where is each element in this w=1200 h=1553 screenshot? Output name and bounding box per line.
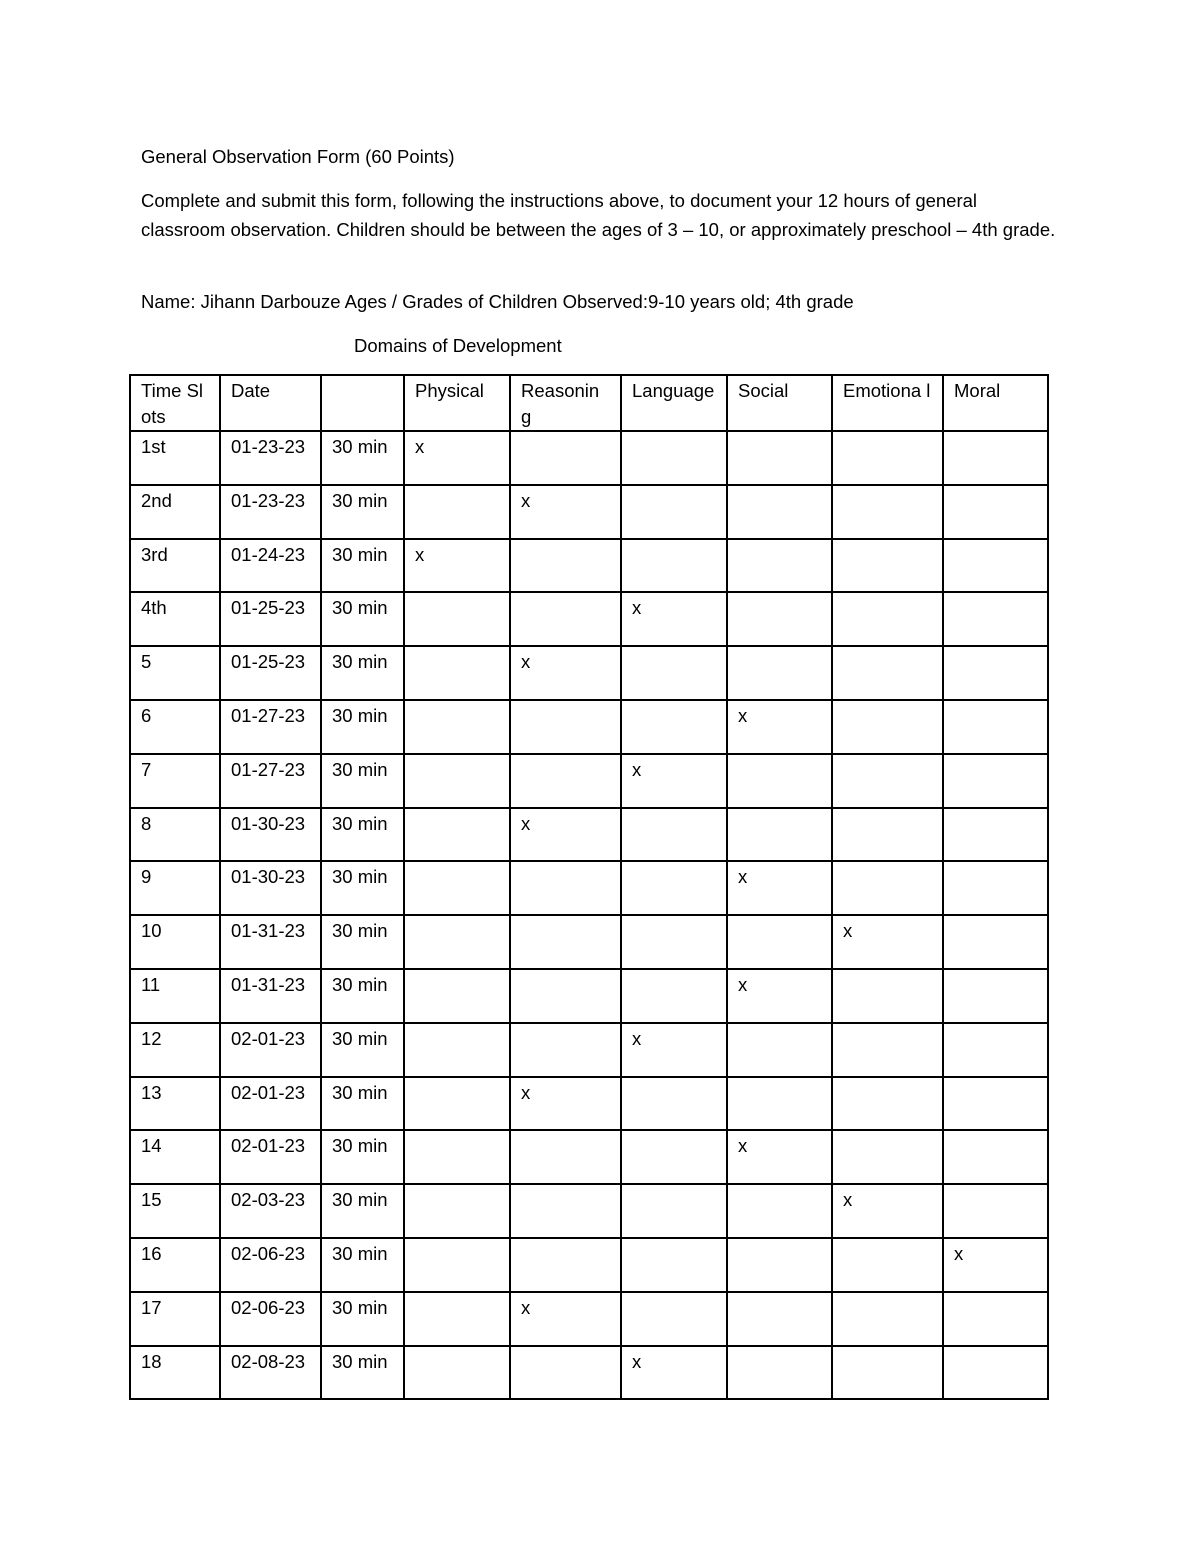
date-cell: 01-23-23: [220, 485, 321, 539]
header-date: Date: [220, 375, 321, 431]
domain-cell-emotional: [832, 1077, 943, 1131]
domain-cell-reasoning: [510, 969, 621, 1023]
domain-cell-emotional: [832, 969, 943, 1023]
domain-cell-moral: [943, 1292, 1048, 1346]
duration-cell: 30 min: [321, 1077, 404, 1131]
time-slot-cell: 8: [130, 808, 220, 862]
domain-cell-emotional: [832, 592, 943, 646]
duration-cell: 30 min: [321, 1130, 404, 1184]
domain-cell-emotional: [832, 1184, 943, 1238]
date-cell: 01-25-23: [220, 646, 321, 700]
domain-cell-language: [621, 1238, 727, 1292]
domain-cell-emotional: [832, 808, 943, 862]
table-row: [130, 915, 1048, 969]
observation-mark: x: [843, 920, 853, 942]
observation-mark: x: [843, 1189, 853, 1211]
duration-cell: 30 min: [321, 431, 404, 485]
domain-cell-emotional: [832, 646, 943, 700]
domain-cell-moral: [943, 539, 1048, 593]
table-row: [130, 1346, 1048, 1400]
domain-cell-moral: [943, 1023, 1048, 1077]
domain-cell-physical: [404, 969, 510, 1023]
header-social: Social: [727, 375, 832, 431]
duration-cell: 30 min: [321, 754, 404, 808]
table-row: [130, 754, 1048, 808]
domain-cell-physical: [404, 485, 510, 539]
domain-cell-social: [727, 1130, 832, 1184]
observation-mark: x: [738, 973, 748, 995]
observation-mark: x: [738, 1135, 748, 1157]
duration-cell: 30 min: [321, 646, 404, 700]
header-emotional: Emotiona l: [832, 375, 943, 431]
domain-cell-moral: [943, 754, 1048, 808]
observation-mark: x: [415, 436, 425, 457]
domain-cell-language: [621, 861, 727, 915]
table-header-row: [130, 375, 1048, 431]
domain-cell-language: [621, 1023, 727, 1077]
time-slot-cell: 3rd: [130, 539, 220, 593]
date-cell: 01-30-23: [220, 861, 321, 915]
date-cell: 01-24-23: [220, 539, 321, 593]
domain-cell-language: [621, 1346, 727, 1400]
domain-cell-physical: [404, 1238, 510, 1292]
domain-cell-emotional: [832, 915, 943, 969]
table-row: [130, 808, 1048, 862]
domain-cell-physical: [404, 646, 510, 700]
domain-cell-language: [621, 1077, 727, 1131]
domain-cell-language: [621, 646, 727, 700]
date-cell: 01-27-23: [220, 700, 321, 754]
domain-cell-reasoning: [510, 808, 621, 862]
duration-cell: 30 min: [321, 1023, 404, 1077]
table-row: [130, 592, 1048, 646]
domain-cell-language: [621, 1184, 727, 1238]
domain-cell-reasoning: [510, 1184, 621, 1238]
domain-cell-physical: [404, 754, 510, 808]
domain-cell-physical: [404, 1077, 510, 1131]
domain-cell-social: [727, 808, 832, 862]
time-slot-cell: 15: [130, 1184, 220, 1238]
observation-mark: x: [738, 866, 748, 888]
date-cell: 02-01-23: [220, 1130, 321, 1184]
domain-cell-language: [621, 969, 727, 1023]
domain-cell-reasoning: [510, 485, 621, 539]
duration-cell: 30 min: [321, 969, 404, 1023]
domain-cell-social: [727, 754, 832, 808]
table-row: [130, 1184, 1048, 1238]
duration-cell: 30 min: [321, 1346, 404, 1400]
domain-cell-social: [727, 1077, 832, 1131]
domain-cell-emotional: [832, 1023, 943, 1077]
domain-cell-moral: [943, 1346, 1048, 1400]
domain-cell-language: [621, 808, 727, 862]
date-cell: 02-01-23: [220, 1023, 321, 1077]
domain-cell-language: [621, 754, 727, 808]
domain-cell-moral: [943, 1184, 1048, 1238]
table-row: [130, 1292, 1048, 1346]
domain-cell-language: [621, 485, 727, 539]
observation-mark: x: [632, 597, 642, 619]
header-moral: Moral: [943, 375, 1048, 431]
observation-mark: x: [521, 1081, 531, 1103]
domain-cell-social: [727, 592, 832, 646]
domain-cell-moral: [943, 1130, 1048, 1184]
domain-cell-emotional: [832, 431, 943, 485]
domain-cell-moral: [943, 1077, 1048, 1131]
domain-cell-emotional: [832, 1346, 943, 1400]
domain-cell-social: [727, 1292, 832, 1346]
domain-cell-emotional: [832, 1238, 943, 1292]
time-slot-cell: 9: [130, 861, 220, 915]
time-slot-cell: 14: [130, 1130, 220, 1184]
date-cell: 02-08-23: [220, 1346, 321, 1400]
domain-cell-reasoning: [510, 1292, 621, 1346]
domain-cell-social: [727, 1346, 832, 1400]
domain-cell-moral: [943, 592, 1048, 646]
domain-cell-emotional: [832, 1292, 943, 1346]
table-row: [130, 485, 1048, 539]
domain-cell-moral: [943, 915, 1048, 969]
observation-mark: x: [521, 1296, 531, 1318]
domain-cell-language: [621, 592, 727, 646]
duration-cell: 30 min: [321, 700, 404, 754]
duration-cell: 30 min: [321, 1184, 404, 1238]
date-cell: 02-01-23: [220, 1077, 321, 1131]
date-cell: 02-06-23: [220, 1292, 321, 1346]
observation-mark: x: [415, 543, 425, 565]
domain-cell-social: [727, 915, 832, 969]
domain-cell-moral: [943, 808, 1048, 862]
domain-cell-physical: [404, 431, 510, 485]
domain-cell-social: [727, 1023, 832, 1077]
date-cell: 02-06-23: [220, 1238, 321, 1292]
domain-cell-physical: [404, 700, 510, 754]
domain-cell-language: [621, 431, 727, 485]
observation-mark: x: [954, 1242, 964, 1264]
time-slot-cell: 18: [130, 1346, 220, 1400]
domain-cell-physical: [404, 915, 510, 969]
domain-cell-physical: [404, 1346, 510, 1400]
time-slot-cell: 13: [130, 1077, 220, 1131]
domain-cell-moral: [943, 1238, 1048, 1292]
domain-cell-language: [621, 915, 727, 969]
table-body: [130, 431, 1048, 1399]
duration-cell: 30 min: [321, 1238, 404, 1292]
observation-mark: x: [521, 489, 531, 511]
domain-cell-reasoning: [510, 1130, 621, 1184]
table-row: [130, 700, 1048, 754]
observation-mark: x: [632, 1027, 642, 1049]
domain-cell-emotional: [832, 1130, 943, 1184]
time-slot-cell: 2nd: [130, 485, 220, 539]
date-cell: 01-23-23: [220, 431, 321, 485]
domain-cell-language: [621, 700, 727, 754]
domain-cell-reasoning: [510, 592, 621, 646]
domain-cell-emotional: [832, 485, 943, 539]
header-language: Language: [621, 375, 727, 431]
domain-cell-physical: [404, 808, 510, 862]
domain-cell-physical: [404, 592, 510, 646]
date-cell: 01-31-23: [220, 915, 321, 969]
instructions-paragraph: Complete and submit this form, following the instructions above, to document your 12 hours of general classroom observation. Children should be between the ages of 3 – 10, or approximately preschool – 4th grade.: [141, 190, 1056, 240]
domain-cell-emotional: [832, 754, 943, 808]
domain-cell-emotional: [832, 861, 943, 915]
domain-cell-social: [727, 1184, 832, 1238]
header-duration: [321, 375, 404, 431]
domain-cell-moral: [943, 431, 1048, 485]
time-slot-cell: 6: [130, 700, 220, 754]
domain-cell-moral: [943, 485, 1048, 539]
domain-cell-social: [727, 539, 832, 593]
domain-cell-social: [727, 431, 832, 485]
domain-cell-social: [727, 1238, 832, 1292]
time-slot-cell: 7: [130, 754, 220, 808]
domain-cell-language: [621, 1130, 727, 1184]
duration-cell: 30 min: [321, 485, 404, 539]
observation-mark: x: [738, 704, 748, 726]
domain-cell-reasoning: [510, 700, 621, 754]
domain-cell-moral: [943, 646, 1048, 700]
domain-cell-physical: [404, 1184, 510, 1238]
table-row: [130, 539, 1048, 593]
duration-cell: 30 min: [321, 1292, 404, 1346]
domain-cell-physical: [404, 539, 510, 593]
domain-cell-physical: [404, 1130, 510, 1184]
observation-mark: x: [632, 1350, 642, 1372]
domain-cell-reasoning: [510, 1077, 621, 1131]
time-slot-cell: 12: [130, 1023, 220, 1077]
domain-cell-reasoning: [510, 431, 621, 485]
name-and-ages-line: Name: Jihann Darbouze Ages / Grades of Children Observed:9-10 years old; 4th grade: [141, 291, 854, 312]
duration-cell: 30 min: [321, 592, 404, 646]
table-row: [130, 969, 1048, 1023]
date-cell: 01-25-23: [220, 592, 321, 646]
domain-cell-social: [727, 969, 832, 1023]
duration-cell: 30 min: [321, 808, 404, 862]
domain-cell-language: [621, 539, 727, 593]
domain-cell-emotional: [832, 539, 943, 593]
observation-mark: x: [521, 651, 531, 673]
domain-cell-reasoning: [510, 754, 621, 808]
header-reasoning: Reasonin g: [510, 375, 621, 431]
date-cell: 01-30-23: [220, 808, 321, 862]
domain-cell-language: [621, 1292, 727, 1346]
time-slot-cell: 4th: [130, 592, 220, 646]
table-row: [130, 646, 1048, 700]
domain-cell-reasoning: [510, 915, 621, 969]
table-row: [130, 861, 1048, 915]
domain-cell-physical: [404, 861, 510, 915]
form-title: General Observation Form (60 Points): [141, 146, 455, 167]
observation-table: [129, 374, 1049, 1400]
domain-cell-physical: [404, 1023, 510, 1077]
domain-cell-reasoning: [510, 646, 621, 700]
table-row: [130, 1023, 1048, 1077]
table-row: [130, 1238, 1048, 1292]
domain-cell-social: [727, 646, 832, 700]
time-slot-cell: 5: [130, 646, 220, 700]
table-row: [130, 431, 1048, 485]
duration-cell: 30 min: [321, 539, 404, 593]
domain-cell-reasoning: [510, 861, 621, 915]
date-cell: 02-03-23: [220, 1184, 321, 1238]
table-row: [130, 1130, 1048, 1184]
duration-cell: 30 min: [321, 915, 404, 969]
time-slot-cell: 11: [130, 969, 220, 1023]
domain-cell-emotional: [832, 700, 943, 754]
table-row: [130, 1077, 1048, 1131]
duration-cell: 30 min: [321, 861, 404, 915]
domain-cell-social: [727, 485, 832, 539]
domain-cell-reasoning: [510, 539, 621, 593]
date-cell: 01-27-23: [220, 754, 321, 808]
domain-cell-moral: [943, 969, 1048, 1023]
time-slot-cell: 16: [130, 1238, 220, 1292]
domain-cell-reasoning: [510, 1346, 621, 1400]
domain-cell-social: [727, 700, 832, 754]
time-slot-cell: 10: [130, 915, 220, 969]
observation-mark: x: [632, 758, 642, 780]
time-slot-cell: 17: [130, 1292, 220, 1346]
domain-cell-social: [727, 861, 832, 915]
domains-heading: Domains of Development: [354, 335, 562, 356]
domain-cell-reasoning: [510, 1238, 621, 1292]
date-cell: 01-31-23: [220, 969, 321, 1023]
domain-cell-reasoning: [510, 1023, 621, 1077]
observation-mark: x: [521, 812, 531, 834]
domain-cell-physical: [404, 1292, 510, 1346]
domain-cell-moral: [943, 861, 1048, 915]
header-time-slots: Time Slots: [130, 375, 220, 431]
header-physical: Physical: [404, 375, 510, 431]
domain-cell-moral: [943, 700, 1048, 754]
time-slot-cell: 1st: [130, 431, 220, 485]
